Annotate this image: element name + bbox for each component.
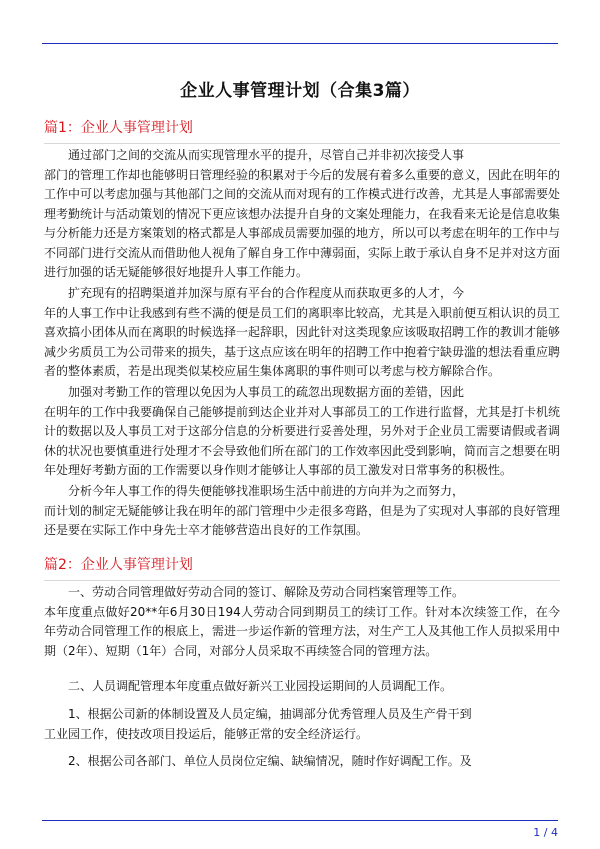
paragraph-first-line: 1、根据公司新的体制设置及人员定编，抽调部分优秀管理人员及生产骨干到 <box>68 707 472 721</box>
section-heading-2: 篇2：企业人事管理计划 <box>44 554 560 581</box>
paragraph-body: 在明年的工作中我要确保自己能够提前到达企业并对人事部员工的工作进行监督，尤其是打卡机统计的数据以及人事员工对于这部分信息的分析要进行妥善处理，另外对于企业员工需要请假或者调休的状况也要慎重进行处理才不会导致他们所在部门的工作效率因此受到影响，简而言之想要在明年处理好考勤方面的工作需要以身作则才能够让人事部的员工激发对日常事务的积极性。 <box>44 404 561 477</box>
paragraph-body: 本年度重点做好20**年6月30日194人劳动合同到期员工的续订工作。针对本次续签工作，在今年劳动合同管理工作的根底上，需进一步运作新的管理方法，对生产工人及其他工作人员拟采用中期（2年）、短期（1年）合同，对部分人员采取不再续签合同的管理方法。 <box>44 604 561 658</box>
paragraph-first-line: 一、劳动合同管理做好劳动合同的签订、解除及劳动合同档案管理等工作。 <box>68 585 465 599</box>
paragraph-body: 部门的管理工作却也能够明日管理经验的积累对于今后的发展有着多么重要的意义，因此在明年的工作中可以考虑加强与其他部门之间的交流从而对现有的工作模式进行改善，尤其是人事部需要处理考勤统计与活动策划的情况下更应该想办法提升自身的文案处理能力，在我看来无论是信息收集与分析能力还是方案策划的格式都是人事部成员需要加强的地方，所以可以考虑在明年的工作中与不同部门进行交流从而借助他人视角了解自身工作中薄弱面，实际上敢于承认自身不足并对这方面进行加强的话无疑能够很好地提升人事工作能力。 <box>44 167 561 279</box>
paragraph <box>44 705 560 744</box>
paragraph-first-line: 分析今年人事工作的得失便能够找准职场生活中前进的方向并为之而努力， <box>68 484 465 498</box>
paragraph-first-line: 通过部门之间的交流从而实现管理水平的提升，尽管自己并非初次接受人事 <box>68 148 465 162</box>
paragraph-body: 而计划的制定无疑能够让我在明年的部门管理中少走很多弯路，但是为了实现对人事部的良好管理还是要在实际工作中身先士卒才能够营造出良好的工作氛围。 <box>44 503 561 537</box>
document-title: 企业人事管理计划（合集3篇） <box>180 81 420 101</box>
footer-rule <box>42 820 558 821</box>
paragraph <box>44 752 560 772</box>
paragraph <box>44 583 560 661</box>
paragraph <box>44 677 560 697</box>
paragraph-first-line: 加强对考勤工作的管理以免因为人事员工的疏忽出现数据方面的差错，因此 <box>68 385 465 399</box>
paragraph <box>44 383 560 481</box>
paragraph <box>44 284 560 382</box>
header-rule <box>42 43 558 44</box>
page-number: 1 / 4 <box>533 826 558 839</box>
paragraph-body: 工业园工作，使技改项目投运后，能够正常的安全经济运行。 <box>44 726 369 741</box>
paragraph-first-line: 扩充现有的招聘渠道并加深与原有平台的合作程度从而获取更多的人才，今 <box>68 286 465 300</box>
paragraph <box>44 482 560 541</box>
paragraph-body: 年的人事工作中让我感到有些不满的便是员工们的离职率比较高，尤其是入职前便互相认识的员工喜欢搞小团体从而在离职的时候选择一起辞职，因此针对这类现象应该吸取招聘工作的教训才能够减少劣质员工为公司带来的损失，基于这点应该在明年的招聘工作中抱着宁缺毋滥的想法看重应聘者的整体素质，若是出现类似某校应届生集体离职的事件则可以考虑与校方解除合作。 <box>44 305 561 378</box>
paragraph-first-line: 2、根据公司各部门、单位人员岗位定编、缺编情况，随时作好调配工作。及 <box>68 754 472 768</box>
section-heading-1: 篇1：企业人事管理计划 <box>44 117 560 144</box>
paragraph-first-line: 二、人员调配管理本年度重点做好新兴工业园投运期间的人员调配工作。 <box>68 679 453 693</box>
paragraph <box>44 146 560 283</box>
